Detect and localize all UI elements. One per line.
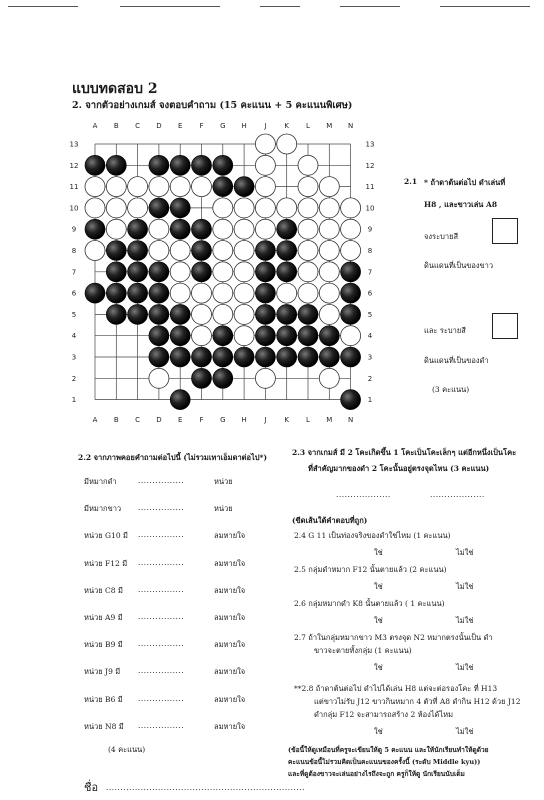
white-stone [234, 262, 254, 282]
black-stone [85, 283, 105, 303]
q22-points: (4 คะแนน) [108, 745, 146, 754]
tf-no-option[interactable]: ไม่ใช่ [456, 663, 474, 672]
q22-row-suffix: หน่วย [214, 477, 233, 486]
column-label: F [199, 416, 204, 424]
black-stone [277, 304, 297, 324]
black-stone [128, 219, 148, 239]
white-stone [298, 198, 318, 218]
row-label: 6 [71, 289, 77, 298]
white-stone [213, 198, 233, 218]
black-stone [106, 283, 126, 303]
tf-heading: (ขีดเส้นใต้คำตอบที่ถูก) [292, 516, 368, 525]
q22-row-answer[interactable]: ................ [138, 639, 185, 648]
q23-blank-1[interactable]: ................... [336, 490, 391, 499]
black-stone [170, 326, 190, 346]
row-label: 9 [367, 225, 373, 234]
black-stone [170, 390, 190, 410]
row-label: 5 [71, 310, 77, 319]
column-label: L [306, 416, 310, 424]
white-stone [341, 198, 361, 218]
tf-no-option[interactable]: ไม่ใช่ [456, 582, 474, 591]
q22-row-answer[interactable]: ................ [138, 694, 185, 703]
white-stone [85, 198, 105, 218]
black-stone [255, 283, 275, 303]
black-stone [192, 241, 212, 261]
white-stone [298, 241, 318, 261]
black-stone [341, 390, 361, 410]
column-label: M [326, 416, 333, 424]
q22-row-label: มีหมากดำ [84, 477, 117, 486]
q22-row-suffix: ลมหายใจ [214, 613, 246, 622]
tf-yes-option[interactable]: ใช่ [374, 548, 383, 557]
white-stone [170, 262, 190, 282]
white-stone [213, 219, 233, 239]
q22-row-suffix: ลมหายใจ [214, 667, 246, 676]
q22-row-label: หน่วย N8 มี [84, 722, 124, 731]
black-stone [255, 304, 275, 324]
white-stone [170, 177, 190, 197]
white-stone [319, 304, 339, 324]
white-stone [319, 241, 339, 261]
column-label: J [264, 416, 267, 424]
q21-line1: * ถ้าดาต้นต่อไป ดำเล่นที่ [424, 178, 506, 187]
black-stone [85, 219, 105, 239]
row-label: 12 [69, 161, 79, 170]
q21-ask-white2: ดินแดนที่เป็นของขาว [424, 261, 494, 270]
white-stone [234, 241, 254, 261]
white-stone [149, 177, 169, 197]
row-label: 3 [367, 353, 373, 362]
white-stone [192, 283, 212, 303]
black-stone [213, 155, 233, 175]
black-territory-answer-box[interactable] [492, 313, 518, 339]
q21-points: (3 คะแนน) [432, 385, 470, 394]
tf-item-text: ขาวจะตายทั้งกลุ่ม (1 คะแนน) [314, 646, 412, 655]
q22-row-suffix: หน่วย [214, 504, 233, 513]
black-stone [255, 262, 275, 282]
white-stone [85, 177, 105, 197]
black-stone [319, 326, 339, 346]
q22-row-answer[interactable]: ................ [138, 666, 185, 675]
white-stone [255, 177, 275, 197]
q22-row-suffix: ลมหายใจ [214, 640, 246, 649]
white-stone [192, 304, 212, 324]
black-stone [341, 347, 361, 367]
black-stone [192, 347, 212, 367]
tf-item-text: 2.7 ถ้าในกลุ่มหมากขาว M3 ตรงจุด N2 หมากตรงนั้นเป็น ดำ [294, 633, 493, 642]
black-stone [192, 155, 212, 175]
white-stone [128, 198, 148, 218]
white-stone [213, 262, 233, 282]
q22-row-label: หน่วย A9 มี [84, 613, 123, 622]
black-stone [298, 304, 318, 324]
black-stone [106, 241, 126, 261]
q23-line1: 2.3 จากเกมส์ มี 2 โคะเกิดขึ้น 1 โคะเป็นโคะเล็กๆ แต่อีกหนึ่งเป็นโคะ [292, 448, 517, 457]
white-stone [255, 155, 275, 175]
black-stone [149, 262, 169, 282]
white-stone [341, 241, 361, 261]
row-label: 13 [69, 140, 79, 149]
black-stone [213, 177, 233, 197]
white-stone [341, 326, 361, 346]
row-label: 11 [69, 183, 79, 192]
row-label: 6 [367, 289, 373, 298]
white-stone [234, 283, 254, 303]
column-label: G [220, 416, 226, 424]
q23-line2: ที่สำคัญมากของดำ 2 โคะนั้นอยู่ตรงจุดไหน (3 คะแนน) [308, 464, 490, 473]
column-label: H [241, 416, 247, 424]
column-label: C [135, 122, 141, 130]
q22-row-label: หน่วย B9 มี [84, 640, 123, 649]
black-stone [298, 326, 318, 346]
column-label: E [177, 122, 183, 130]
column-label: D [156, 416, 162, 424]
q22-row-answer[interactable]: ................ [138, 476, 185, 485]
q22-row-answer[interactable]: ................ [138, 721, 185, 730]
q22-row-answer[interactable]: ................ [138, 585, 185, 594]
black-stone [149, 155, 169, 175]
question-2-heading: 2. จากตัวอย่างเกมส์ จงตอบคำถาม (15 คะแนน + 5 คะแนนพิเศษ) [72, 100, 353, 111]
row-label: 4 [71, 332, 77, 341]
white-stone [319, 198, 339, 218]
black-stone [213, 368, 233, 388]
q22-row-answer[interactable]: ................ [138, 503, 185, 512]
white-stone [234, 326, 254, 346]
row-label: 4 [367, 332, 373, 341]
black-stone [277, 241, 297, 261]
page-title: แบบทดสอบ 2 [72, 81, 158, 97]
black-stone [255, 347, 275, 367]
q22-row-suffix: ลมหายใจ [214, 559, 246, 568]
black-stone [149, 347, 169, 367]
name-field[interactable]: ..................................................................... [106, 783, 305, 792]
white-stone [277, 198, 297, 218]
row-label: 7 [367, 268, 373, 277]
column-label: L [306, 122, 310, 130]
white-stone [298, 177, 318, 197]
white-stone [277, 134, 297, 154]
white-stone [277, 283, 297, 303]
white-stone [341, 219, 361, 239]
column-label: N [347, 122, 354, 130]
tf-item-text: แต่ขาวไม่รับ J12 ขาวกินหมาก 4 ตัวที่ A8 ดำกิน H12 ด้วย J12 [314, 697, 521, 706]
black-stone [192, 368, 212, 388]
black-stone [213, 347, 233, 367]
row-label: 7 [71, 268, 77, 277]
row-label: 1 [71, 396, 77, 405]
q21-line2: H8 , และขาวเล่น A8 [424, 200, 498, 209]
row-label: 13 [365, 140, 375, 149]
white-stone [319, 177, 339, 197]
black-stone [128, 304, 148, 324]
black-stone [192, 262, 212, 282]
tf-yes-option[interactable]: ใช่ [374, 582, 383, 591]
q22-heading: 2.2 จากภาพคอยคำถามต่อไปนี้ (ไม่รวมเทาเอ็มดาต่อไป*) [78, 453, 268, 462]
black-stone [255, 326, 275, 346]
black-stone [277, 347, 297, 367]
row-label: 10 [365, 204, 375, 213]
black-stone [149, 198, 169, 218]
q22-row-suffix: ลมหายใจ [214, 531, 246, 540]
white-stone [234, 219, 254, 239]
column-label: K [284, 122, 289, 130]
white-stone [106, 219, 126, 239]
column-label: A [92, 416, 98, 424]
black-stone [128, 283, 148, 303]
q22-row-suffix: ลมหายใจ [214, 695, 246, 704]
column-label: D [156, 122, 162, 130]
row-label: 3 [71, 353, 77, 362]
black-stone [149, 304, 169, 324]
q22-row-label: หน่วย F12 มี [84, 559, 128, 568]
q22-row-answer[interactable]: ................ [138, 612, 185, 621]
black-stone [298, 347, 318, 367]
black-stone [170, 304, 190, 324]
tf-item-text: 2.5 กลุ่มดำหมาก F12 นั้นตายแล้ว (2 คะแนน) [294, 565, 447, 574]
row-label: 12 [365, 161, 375, 170]
white-stone [298, 262, 318, 282]
row-label: 8 [367, 247, 373, 255]
column-label: H [241, 122, 247, 130]
tf-item-text: 2.6 กลุ่มหมากดำ K8 นั้นตายแล้ว ( 1 คะแนน) [294, 599, 445, 608]
black-stone [106, 155, 126, 175]
footer-note-2: คะแนนข้อนี้ไม่รวมคิดเป็นคะแนนของครั้งนี้ (ระดับ Middle kyu)) [288, 758, 481, 766]
column-label: F [199, 122, 204, 130]
black-stone [106, 262, 126, 282]
black-stone [255, 241, 275, 261]
white-stone [213, 283, 233, 303]
footer-note-3: และที่ดูต้องขาวจะเล่นอย่างไรถึงจะถูก ครูก็ให้ดู นักเรียนนับเต็ม [288, 770, 465, 778]
white-stone [149, 368, 169, 388]
white-stone [149, 219, 169, 239]
column-label: E [177, 416, 183, 424]
white-stone [255, 368, 275, 388]
white-stone [255, 219, 275, 239]
q22-row-answer[interactable]: ................ [138, 530, 185, 539]
white-stone [298, 283, 318, 303]
white-stone [192, 326, 212, 346]
white-stone [128, 177, 148, 197]
white-stone [319, 368, 339, 388]
q22-row-answer[interactable]: ................ [138, 558, 185, 567]
white-stone [85, 241, 105, 261]
q22-row-label: หน่วย G10 มี [84, 531, 128, 540]
q21-ask-black2: ดินแดนที่เป็นของดำ [424, 356, 489, 365]
column-label: A [92, 122, 98, 130]
black-stone [128, 241, 148, 261]
row-label: 2 [367, 374, 373, 383]
row-label: 1 [367, 396, 373, 405]
black-stone [170, 347, 190, 367]
tf-yes-option[interactable]: ใช่ [374, 663, 383, 672]
column-label: G [220, 122, 226, 130]
tf-no-option[interactable]: ไม่ใช่ [456, 727, 474, 736]
column-label: B [113, 122, 119, 130]
q23-blank-2[interactable]: ................... [430, 490, 485, 499]
tf-no-option[interactable]: ไม่ใช่ [456, 616, 474, 625]
black-stone [341, 283, 361, 303]
white-stone [255, 134, 275, 154]
column-label: N [347, 416, 354, 424]
q22-row-suffix: ลมหายใจ [214, 722, 246, 731]
black-stone [234, 347, 254, 367]
q21-ask-black: และ ระบายสี [424, 326, 466, 335]
q22-row-label: หน่วย J9 มี [84, 667, 121, 676]
black-stone [277, 219, 297, 239]
white-stone [298, 219, 318, 239]
white-stone [106, 177, 126, 197]
black-stone [341, 262, 361, 282]
row-label: 10 [69, 204, 79, 213]
black-stone [319, 347, 339, 367]
white-stone [213, 241, 233, 261]
white-stone [170, 241, 190, 261]
black-stone [234, 177, 254, 197]
black-stone [170, 155, 190, 175]
black-stone [149, 283, 169, 303]
black-stone [213, 326, 233, 346]
tf-no-option[interactable]: ไม่ใช่ [456, 548, 474, 557]
white-stone [319, 219, 339, 239]
q22-row-label: หน่วย B6 มี [84, 695, 123, 704]
white-stone [298, 155, 318, 175]
black-stone [128, 262, 148, 282]
tf-item-text: ดำกลุ่ม F12 จะสามารถสร้าง 2 ห้องได้ไหม [314, 710, 454, 719]
white-stone [319, 262, 339, 282]
black-stone [85, 155, 105, 175]
q22-row-label: มีหมากขาว [84, 504, 122, 513]
column-label: C [135, 416, 141, 424]
black-stone [192, 219, 212, 239]
white-stone [170, 283, 190, 303]
white-stone [213, 304, 233, 324]
column-label: M [326, 122, 333, 130]
white-stone [106, 198, 126, 218]
tf-item-text: **2.8 ถ้าดาต้นต่อไป ดำไปได้เล่น H8 แต่จะต่อรองโคะ ที่ H13 [294, 684, 498, 693]
tf-item-text: 2.4 G 11 เป็นท่องจริงของดำใช่ไหม (1 คะแนน) [294, 531, 451, 540]
white-stone [255, 198, 275, 218]
black-stone [149, 326, 169, 346]
tf-yes-option[interactable]: ใช่ [374, 616, 383, 625]
black-stone [277, 326, 297, 346]
white-territory-answer-box[interactable] [492, 218, 518, 244]
white-stone [319, 283, 339, 303]
white-stone [234, 198, 254, 218]
black-stone [106, 304, 126, 324]
white-stone [192, 177, 212, 197]
name-label: ชื่อ [84, 781, 99, 794]
black-stone [170, 219, 190, 239]
white-stone [149, 241, 169, 261]
white-stone [234, 304, 254, 324]
black-stone [170, 198, 190, 218]
q21-number: 2.1 [404, 177, 418, 186]
row-label: 2 [71, 374, 77, 383]
footer-note-1: (ข้อนี้ให้ดูเหมือนที่ครูจะเขียนให้ดู 5 คะแนน และให้นักเรียนทำให้ดูด้วย [288, 746, 489, 754]
row-label: 8 [71, 247, 77, 255]
column-label: J [264, 122, 267, 130]
black-stone [277, 262, 297, 282]
q22-row-suffix: ลมหายใจ [214, 586, 246, 595]
column-label: B [113, 416, 119, 424]
q21-ask-white: จงระบายสี [424, 232, 459, 241]
tf-yes-option[interactable]: ใช่ [374, 727, 383, 736]
column-label: K [284, 416, 289, 424]
black-stone [341, 304, 361, 324]
q22-row-label: หน่วย C8 มี [84, 586, 123, 595]
row-label: 5 [367, 310, 373, 319]
row-label: 9 [71, 225, 77, 234]
row-label: 11 [365, 183, 375, 192]
